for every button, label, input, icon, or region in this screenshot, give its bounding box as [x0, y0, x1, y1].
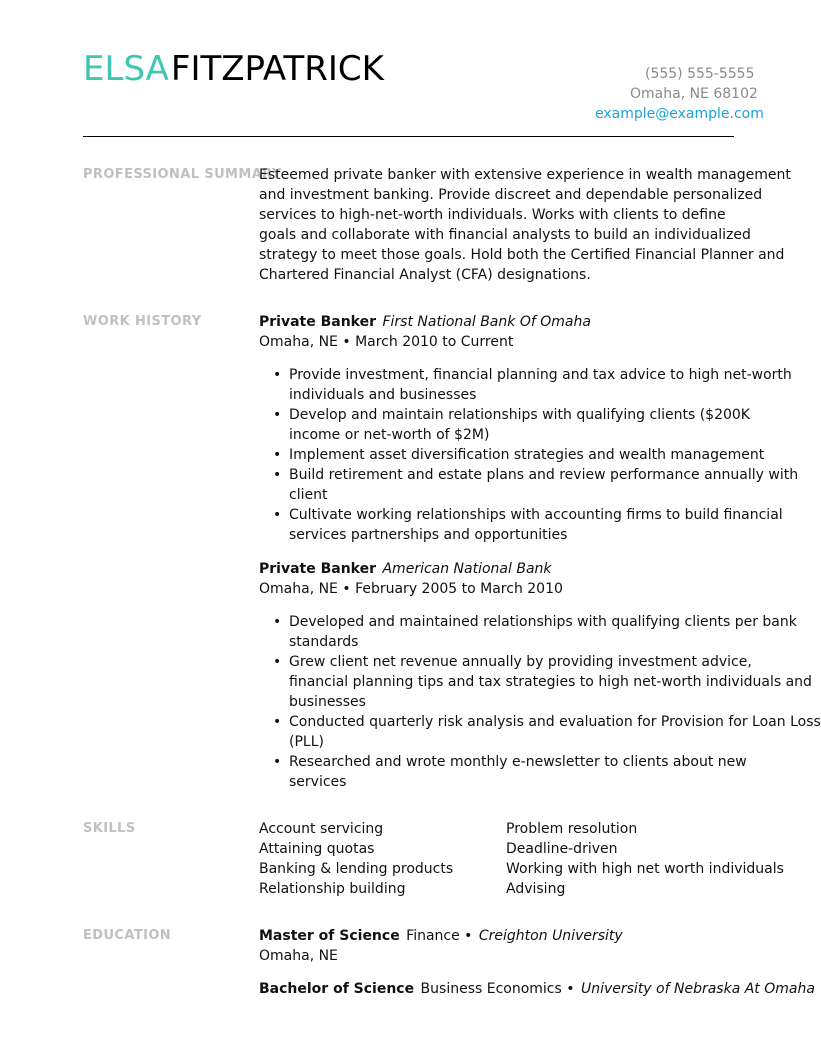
- degree: Bachelor of Science: [259, 981, 415, 997]
- job-company: First National Bank Of Omaha: [382, 314, 591, 330]
- job-meta: Omaha, NE • March 2010 to Current: [259, 334, 514, 350]
- summary-line: and investment banking. Provide discreet and dependable personalized: [259, 187, 763, 203]
- education-meta: Omaha, NE: [259, 948, 338, 964]
- education-heading: [259, 979, 819, 999]
- bullet-line: • Grew client net revenue annually by providing investment advice,: [289, 654, 752, 670]
- job-heading: [259, 312, 819, 332]
- bullet-line: • Build retirement and estate plans and review performance annually with: [289, 467, 799, 483]
- education-entry: [259, 979, 819, 999]
- bullet-line: standards: [289, 634, 359, 650]
- education-heading: [259, 926, 819, 946]
- bullet-line: individuals and businesses: [289, 387, 477, 403]
- bullet-item: [259, 405, 819, 445]
- bullet-item: [259, 752, 819, 792]
- job-meta: Omaha, NE • February 2005 to March 2010: [259, 581, 563, 597]
- bullet-line: • Conducted quarterly risk analysis and evaluation for Provision for Loan Loss: [289, 714, 821, 730]
- school: University of Nebraska At Omaha: [580, 981, 815, 997]
- section-label-summary: PROFESSIONAL SUMMARY: [83, 167, 282, 182]
- header-divider: [83, 136, 734, 137]
- skills-column-right: [506, 819, 784, 899]
- skill-item: Working with high net worth individuals: [506, 861, 784, 877]
- bullet-line: • Developed and maintained relationships with qualifying clients per bank: [289, 614, 797, 630]
- summary-line: Esteemed private banker with extensive experience in wealth management: [259, 167, 791, 183]
- section-label-work-history: WORK HISTORY: [83, 314, 202, 329]
- location: Omaha, NE 68102: [630, 86, 758, 102]
- summary-line: goals and collaborate with financial analysts to build an individualized: [259, 227, 751, 243]
- job-heading: [259, 559, 819, 579]
- bullet-line: • Provide investment, financial planning and tax advice to high net-worth: [289, 367, 792, 383]
- bullet-line: services: [289, 774, 347, 790]
- bullet-line: • Develop and maintain relationships with qualifying clients ($200K: [289, 407, 750, 423]
- section-label-skills: SKILLS: [83, 821, 136, 836]
- email-link[interactable]: example@example.com: [595, 106, 764, 122]
- job-title: Private Banker: [259, 314, 377, 330]
- job-bullets: [259, 365, 819, 545]
- skill-item: Relationship building: [259, 881, 406, 897]
- first-name: ELSA: [83, 49, 169, 89]
- bullet-item: [259, 445, 819, 465]
- job-company: American National Bank: [382, 561, 552, 577]
- field-of-study: Business Economics •: [420, 981, 575, 997]
- skill-item: Advising: [506, 881, 566, 897]
- bullet-line: • Researched and wrote monthly e-newsletter to clients about new: [289, 754, 747, 770]
- bullet-line: financial planning tips and tax strategies to high net-worth individuals and: [289, 674, 812, 690]
- bullet-line: services partnerships and opportunities: [289, 527, 568, 543]
- bullet-line: • Cultivate working relationships with accounting firms to build financial: [289, 507, 783, 523]
- job-bullets: [259, 612, 819, 792]
- bullet-item: [259, 712, 819, 752]
- bullet-line: • Implement asset diversification strategies and wealth management: [289, 447, 765, 463]
- candidate-name: [83, 48, 384, 90]
- bullet-item: [259, 612, 819, 652]
- bullet-line: businesses: [289, 694, 366, 710]
- summary-line: Chartered Financial Analyst (CFA) designations.: [259, 267, 591, 283]
- section-label-education: EDUCATION: [83, 928, 172, 943]
- skill-item: Deadline-driven: [506, 841, 618, 857]
- bullet-line: (PLL): [289, 734, 324, 750]
- skill-item: Problem resolution: [506, 821, 638, 837]
- field-of-study: Finance •: [406, 928, 473, 944]
- phone: (555) 555-5555: [645, 66, 755, 82]
- degree: Master of Science: [259, 928, 400, 944]
- bullet-item: [259, 652, 819, 712]
- job-title: Private Banker: [259, 561, 377, 577]
- bullet-item: [259, 365, 819, 405]
- bullet-line: client: [289, 487, 328, 503]
- skills-column-left: [259, 819, 453, 899]
- bullet-line: income or net-worth of $2M): [289, 427, 490, 443]
- job-entry: [259, 559, 819, 792]
- summary-text: [259, 165, 819, 285]
- last-name: FITZPATRICK: [170, 49, 384, 89]
- skill-item: Banking & lending products: [259, 861, 454, 877]
- bullet-item: [259, 465, 819, 505]
- summary-line: strategy to meet those goals. Hold both the Certified Financial Planner and: [259, 247, 785, 263]
- skill-item: Account servicing: [259, 821, 384, 837]
- summary-line: services to high-net-worth individuals. Works with clients to define: [259, 207, 726, 223]
- bullet-item: [259, 505, 819, 545]
- school: Creighton University: [478, 928, 623, 944]
- education-entry: [259, 926, 819, 966]
- skill-item: Attaining quotas: [259, 841, 375, 857]
- job-entry: [259, 312, 819, 545]
